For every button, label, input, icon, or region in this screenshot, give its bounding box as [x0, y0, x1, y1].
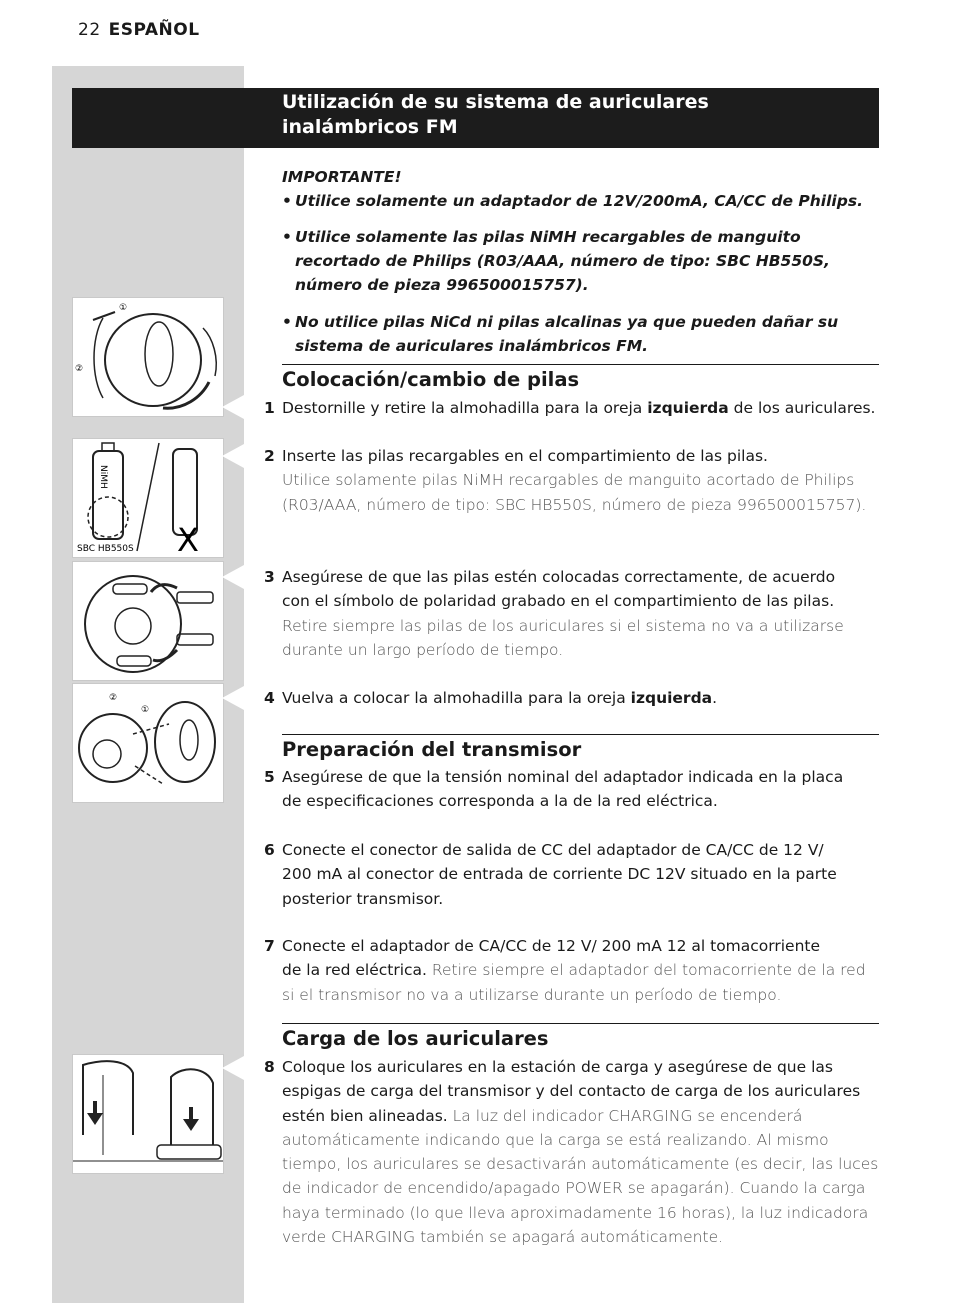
page-title-line-2: inalámbricos FM [282, 116, 458, 138]
step-7-line-2b: Retire siempre el adaptador del tomacorriente de la red [426, 961, 866, 980]
section-heading-transmitter: Preparación del transmisor [282, 738, 582, 761]
step-2-line-1: Inserte las pilas recargables en el compartimiento de las pilas. [282, 447, 768, 465]
section-rule-charging [282, 1023, 879, 1024]
page-number: 22 [78, 20, 101, 40]
step-7-line-2a: de la red eléctrica. [282, 961, 427, 980]
step-7-line-1: Conecte el adaptador de CA/CC de 12 V/ 200 mA 12 al tomacorriente [282, 937, 821, 955]
step-number: 6 [264, 841, 275, 859]
batteries-drawing [73, 439, 223, 557]
step-3 [264, 565, 879, 662]
section-rule-transmitter [282, 734, 879, 735]
step-3-note-1: Retire siempre las pilas de los auriculares si el sistema no va a utilizarse [282, 616, 844, 635]
pointer-arrow-step-1 [222, 395, 244, 419]
not-allowed-cross: X [177, 521, 199, 557]
step-3-line-1: Asegúrese de que las pilas estén colocadas correctamente, de acuerdo [282, 568, 836, 586]
important-bullet-3-line-2: sistema de auriculares inalámbricos FM. [295, 337, 649, 355]
step-8-line-5: tiempo, los auriculares se desactivarán automáticamente (es decir, las luces [282, 1155, 879, 1174]
step-8-line-3b: La luz del indicador CHARGING se encenderá [447, 1106, 803, 1125]
step-8-line-4: automáticamente indicando que la carga se está realizando. Al mismo [282, 1130, 829, 1149]
language-label: ESPAÑOL [108, 20, 200, 40]
step-4-text-end: . [712, 689, 718, 707]
pointer-arrow-step-4 [222, 686, 244, 710]
illustration-replace-ear-cushion [72, 683, 224, 803]
step-4-text: Vuelva a colocar la almohadilla para la oreja [282, 689, 631, 707]
illustration-charging-station [72, 1054, 224, 1174]
page-title-line-1: Utilización de su sistema de auriculares [282, 91, 709, 113]
step-8-line-6: de indicador de encendido/apagado POWER se apagarán). Cuando la carga [282, 1179, 866, 1198]
step-6-line-3: posterior transmisor. [282, 889, 444, 908]
step-number: 4 [264, 689, 275, 707]
step-number: 3 [264, 568, 275, 586]
important-bullet-3: • No utilice pilas NiCd ni pilas alcalinas ya que pueden dañar su sistema de auriculares inalámbricos FM. [282, 310, 838, 358]
step-4-emphasis: izquierda [630, 689, 713, 707]
section-heading-charging: Carga de los auriculares [282, 1027, 549, 1050]
step-5-line-2: de especificaciones corresponda a la de la red eléctrica. [282, 792, 718, 811]
pointer-arrow-step-3 [222, 565, 244, 589]
step-1 [264, 396, 879, 420]
step-8-line-8: verde CHARGING también se apagará automáticamente. [282, 1228, 724, 1247]
step-3-line-2: con el símbolo de polaridad grabado en el compartimiento de las pilas. [282, 592, 835, 611]
illustration-insert-batteries [72, 561, 224, 681]
step-5-line-1: Asegúrese de que la tensión nominal del adaptador indicada en la placa [282, 768, 844, 786]
step-8-line-2: espigas de carga del transmisor y del contacto de carga de los auriculares [282, 1082, 861, 1101]
callout-2b: ② [109, 693, 118, 703]
step-number: 2 [264, 447, 275, 465]
important-label: IMPORTANTE! [282, 168, 402, 186]
pointer-arrow-step-2 [222, 444, 244, 468]
callout-1: ① [119, 303, 128, 313]
step-2-note-1: Utilice solamente pilas NiMH recargables de manguito acortado de Philips [282, 471, 855, 490]
important-bullet-2: • Utilice solamente las pilas NiMH recargables de manguito recortado de Philips (R03/AAA, número de tipo: SBC HB550S, número de pieza 996500015757). [282, 225, 830, 297]
battery-compartment-drawing [73, 562, 223, 680]
step-1-emphasis: izquierda [647, 399, 729, 417]
step-3-note-2: durante un largo período de tiempo. [282, 640, 564, 659]
step-number: 7 [264, 937, 275, 955]
step-7 [264, 934, 879, 1007]
step-number: 5 [264, 768, 275, 786]
important-bullet-3-line-1: No utilice pilas NiCd ni pilas alcalinas ya que pueden dañar su [295, 313, 839, 331]
step-7-line-3: si el transmisor no va a utilizarse durante un período de tiempo. [282, 985, 782, 1004]
callout-1b: ① [141, 705, 150, 715]
step-6 [264, 838, 879, 911]
section-rule-batteries [282, 364, 879, 365]
charging-station-drawing [73, 1055, 223, 1173]
page-title [282, 90, 872, 140]
important-bullet-1-text: Utilice solamente un adaptador de 12V/200mA, CA/CC de Philips. [295, 192, 863, 210]
callout-2: ② [75, 364, 84, 374]
step-4 [264, 686, 879, 710]
step-2-note-2: (R03/AAA, número de tipo: SBC HB550S, número de pieza 996500015757). [282, 495, 867, 514]
section-heading-batteries: Colocación/cambio de pilas [282, 368, 580, 391]
pointer-arrow-step-8 [222, 1056, 244, 1080]
step-number: 1 [264, 399, 275, 417]
step-8-line-3a: estén bien alineadas. [282, 1106, 448, 1125]
step-1-text: Destornille y retire la almohadilla para la oreja [282, 399, 648, 417]
step-8 [264, 1055, 879, 1249]
step-number: 8 [264, 1058, 275, 1076]
step-8-line-7: haya terminado (lo que lleva aproximadamente 16 horas), la luz indicadora [282, 1203, 869, 1222]
battery-label: NiMH [98, 465, 108, 489]
page-header [78, 20, 200, 40]
ear-cushion-drawing [73, 298, 223, 416]
step-8-line-1: Coloque los auriculares en la estación de carga y asegúrese de que las [282, 1058, 833, 1076]
step-6-line-2: 200 mA al conector de entrada de corriente DC 12V situado en la parte [282, 865, 837, 884]
important-bullet-2-line-3: número de pieza 996500015757). [295, 276, 589, 294]
important-bullet-2-line-1: Utilice solamente las pilas NiMH recargables de manguito [295, 228, 801, 246]
step-2 [264, 444, 879, 517]
step-5 [264, 765, 879, 814]
illustration-remove-ear-cushion [72, 297, 224, 417]
important-bullet-1: • Utilice solamente un adaptador de 12V/200mA, CA/CC de Philips. [282, 192, 863, 210]
battery-model: SBC HB550S [77, 544, 134, 554]
replace-cushion-drawing [73, 684, 223, 802]
step-1-text-end: de los auriculares. [728, 399, 876, 417]
important-bullet-2-line-2: recortado de Philips (R03/AAA, número de tipo: SBC HB550S, [295, 252, 830, 270]
illustration-batteries [72, 438, 224, 558]
step-6-line-1: Conecte el conector de salida de CC del adaptador de CA/CC de 12 V/ [282, 841, 824, 859]
